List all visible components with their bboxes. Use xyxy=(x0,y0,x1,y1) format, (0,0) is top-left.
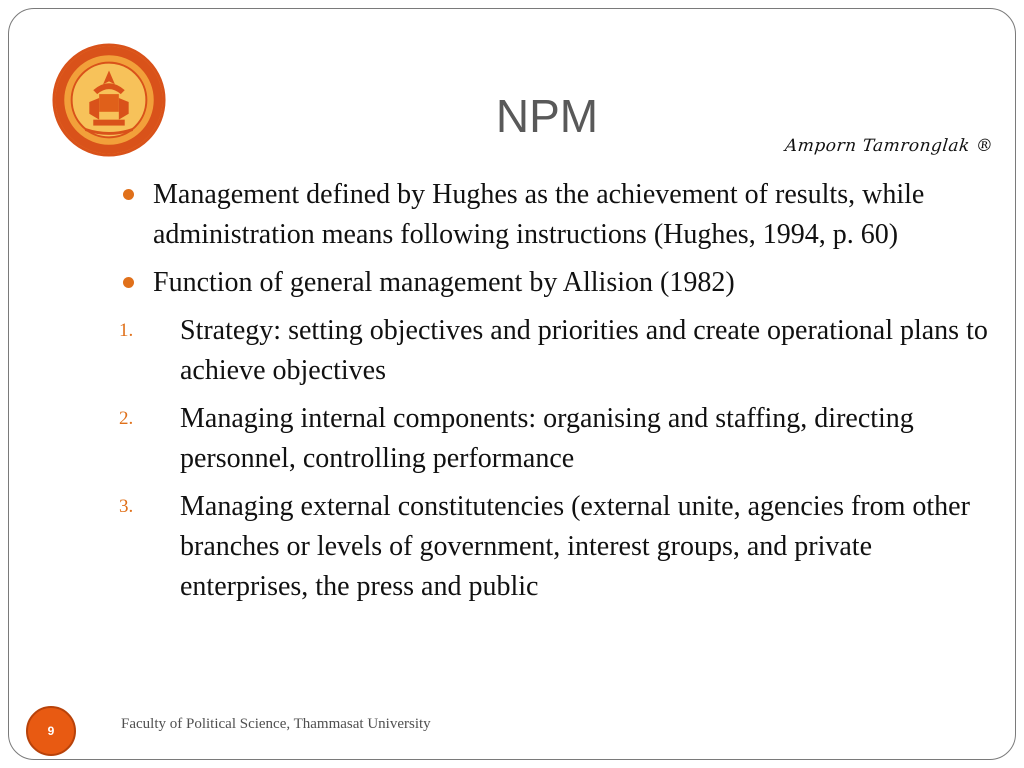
bullet-icon xyxy=(123,277,134,288)
list-item xyxy=(117,399,997,479)
list-number: 1. xyxy=(119,320,134,341)
page-number: 9 xyxy=(47,724,55,738)
list-item-text: Management defined by Hughes as the achievement of results, while administration means following instructions (Hughes, 1994, p. 60) xyxy=(153,179,925,250)
list-number: 2. xyxy=(119,408,134,429)
list-item xyxy=(117,263,997,303)
list-item-text: Function of general management by Allision (1982) xyxy=(153,267,735,298)
slide-content xyxy=(117,175,997,615)
slide xyxy=(8,8,1016,760)
footer-text: Faculty of Political Science, Thammasat University xyxy=(121,716,431,732)
author-signature: Amporn Tamronglak ® xyxy=(783,136,995,156)
bullet-icon xyxy=(123,189,134,200)
list-item xyxy=(117,487,997,607)
list-item-text: Managing internal components: organising and staffing, directing personnel, controlling performance xyxy=(180,403,914,474)
list-number: 3. xyxy=(119,496,134,517)
list-item xyxy=(117,175,997,255)
list-item xyxy=(117,311,997,391)
list-item-text: Strategy: setting objectives and priorities and create operational plans to achieve objectives xyxy=(180,315,988,386)
page-number-badge xyxy=(26,706,76,756)
slide-title: NPM xyxy=(495,90,599,142)
list-item-text: Managing external constitutencies (external unite, agencies from other branches or levels of government, interest groups, and private enterprises, the press and public xyxy=(180,491,970,602)
